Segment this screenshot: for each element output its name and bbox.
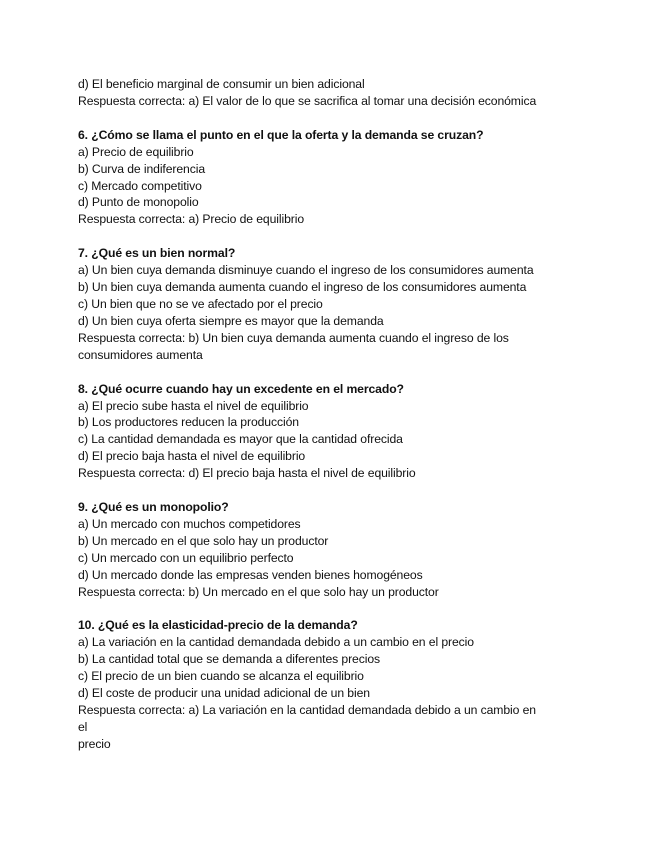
question-block [78, 499, 578, 600]
answer-option: c) La cantidad demandada es mayor que la cantidad ofrecida [78, 432, 403, 447]
answer-option: b) Curva de indiferencia [78, 161, 205, 176]
question-title: 9. ¿Qué es un monopolio? [78, 500, 229, 515]
question-title: 6. ¿Cómo se llama el punto en el que la oferta y la demanda se cruzan? [78, 127, 484, 142]
questions-list [78, 110, 578, 753]
correct-answer-line: Respuesta correcta: d) El precio baja hasta el nivel de equilibrio [78, 466, 416, 481]
answer-option: d) Punto de monopolio [78, 195, 199, 210]
correct-answer-line: Respuesta correcta: b) Un bien cuya demanda aumenta cuando el ingreso de los [78, 330, 509, 345]
answer-option: b) La cantidad total que se demanda a diferentes precios [78, 652, 380, 667]
correct-answer-line: Respuesta correcta: a) La variación en la cantidad demandada debido a un cambio en [78, 703, 536, 717]
answer-option: c) Un mercado con un equilibrio perfecto [78, 550, 294, 565]
answer-option: c) Mercado competitivo [78, 178, 202, 193]
answer-option: a) El precio sube hasta el nivel de equilibrio [78, 398, 309, 413]
question-block [78, 127, 578, 228]
answer-option: a) Precio de equilibrio [78, 144, 194, 159]
answer-option: d) Un bien cuya oferta siempre es mayor que la demanda [78, 313, 384, 328]
question-block [78, 617, 578, 752]
answer-option: b) Los productores reducen la producción [78, 415, 299, 430]
answer-option: b) Un bien cuya demanda aumenta cuando el ingreso de los consumidores aumenta [78, 280, 527, 295]
question-block [78, 381, 578, 482]
correct-answer-line: el [78, 719, 88, 734]
intro-option-d: d) El beneficio marginal de consumir un bien adicional [78, 77, 365, 91]
quiz-content [78, 76, 578, 753]
answer-option: a) Un bien cuya demanda disminuye cuando el ingreso de los consumidores aumenta [78, 263, 534, 278]
correct-answer-line: consumidores aumenta [78, 347, 203, 362]
answer-option: a) La variación en la cantidad demandada debido a un cambio en el precio [78, 635, 474, 650]
question-block [78, 245, 578, 363]
correct-answer-line: Respuesta correcta: a) Precio de equilibrio [78, 212, 305, 227]
spacer [78, 600, 578, 617]
answer-option: d) El precio baja hasta el nivel de equilibrio [78, 449, 306, 464]
spacer [78, 228, 578, 245]
correct-answer-line: Respuesta correcta: b) Un mercado en el que solo hay un productor [78, 584, 439, 599]
question-title: 10. ¿Qué es la elasticidad-precio de la demanda? [78, 618, 358, 633]
question-title: 7. ¿Qué es un bien normal? [78, 246, 236, 261]
answer-option: a) Un mercado con muchos competidores [78, 516, 301, 531]
intro-answer: Respuesta correcta: a) El valor de lo que se sacrifica al tomar una decisión económica [78, 93, 537, 108]
spacer [78, 482, 578, 499]
answer-option: d) Un mercado donde las empresas venden bienes homogéneos [78, 567, 423, 582]
spacer [78, 364, 578, 381]
answer-option: b) Un mercado en el que solo hay un productor [78, 533, 329, 548]
answer-option: c) Un bien que no se ve afectado por el precio [78, 296, 323, 311]
answer-option: c) El precio de un bien cuando se alcanza el equilibrio [78, 669, 364, 684]
question-title: 8. ¿Qué ocurre cuando hay un excedente en el mercado? [78, 381, 404, 396]
spacer [78, 110, 578, 127]
answer-option: d) El coste de producir una unidad adicional de un bien [78, 686, 370, 701]
correct-answer-line: precio [78, 736, 111, 751]
